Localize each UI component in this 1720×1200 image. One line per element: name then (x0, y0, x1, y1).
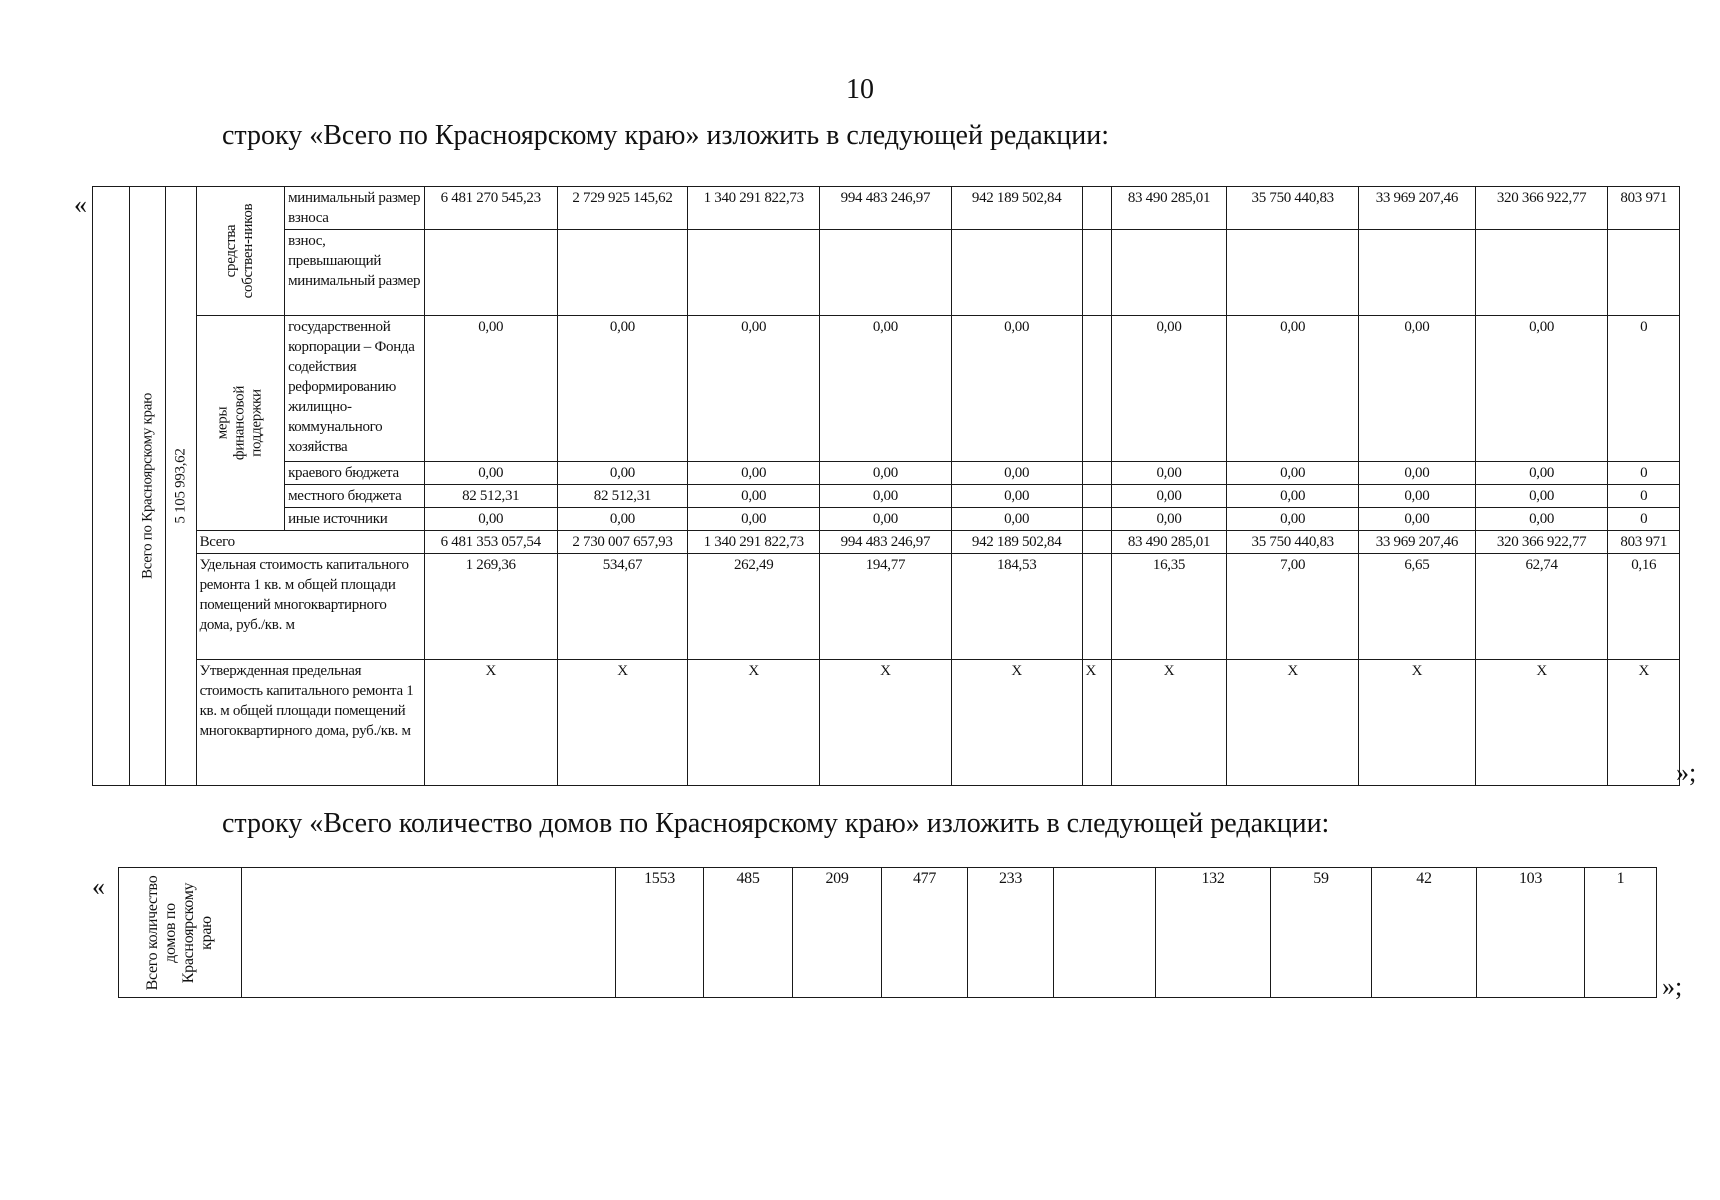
value-cell: 803 971 (1608, 187, 1680, 230)
value-cell (1359, 230, 1476, 316)
row-label: местного бюджета (285, 485, 425, 508)
value-cell: 0,00 (557, 508, 688, 531)
value-cell (1082, 187, 1111, 230)
value-cell (424, 230, 557, 316)
value-cell (1082, 462, 1111, 485)
value-cell: 0,00 (1111, 508, 1227, 531)
row-label: взнос, превышающий минимальный размер (285, 230, 425, 316)
value-cell: 0,00 (688, 508, 820, 531)
open-quote-1: « (74, 190, 87, 219)
value-cell: 62,74 (1475, 554, 1608, 660)
value-cell: X (951, 660, 1082, 786)
value-cell (1082, 316, 1111, 462)
table-row (93, 485, 1680, 508)
table-row (93, 187, 1680, 230)
value-cell: 320 366 922,77 (1475, 531, 1608, 554)
row-label: Утвержденная предельная стоимость капитального ремонта 1 кв. м общей площади помещений многоквартирного дома, руб./кв. м (196, 660, 424, 786)
table-row (93, 554, 1680, 660)
table-house-count (118, 867, 1657, 998)
value-cell: 6 481 270 545,23 (424, 187, 557, 230)
value-cell: 262,49 (688, 554, 820, 660)
table-row (93, 462, 1680, 485)
value-cell: 0,00 (1359, 508, 1476, 531)
value-cell (1082, 485, 1111, 508)
value-cell: 0,00 (951, 316, 1082, 462)
table-row (119, 868, 1657, 998)
value-cell (1082, 230, 1111, 316)
value-cell: 0,00 (820, 462, 952, 485)
value-cell: 6 481 353 057,54 (424, 531, 557, 554)
value-cell: 0,00 (820, 316, 952, 462)
row-label-cell (130, 187, 166, 786)
value-cell (1054, 868, 1156, 998)
value-cell: 7,00 (1227, 554, 1359, 660)
page-number: 10 (846, 74, 874, 105)
row-label: Удельная стоимость капитального ремонта 1 кв. м общей площади помещений многоквартирного дома, руб./кв. м (196, 554, 424, 660)
value-cell: 942 189 502,84 (951, 187, 1082, 230)
value-cell: 83 490 285,01 (1111, 187, 1227, 230)
row-value-cell (166, 187, 196, 786)
value-cell: 0,00 (688, 316, 820, 462)
value-cell: 0,00 (424, 462, 557, 485)
value-cell: 1 340 291 822,73 (688, 531, 820, 554)
close-quote-1: »; (1676, 758, 1697, 787)
value-cell: 42 (1372, 868, 1477, 998)
value-cell: 33 969 207,46 (1359, 531, 1476, 554)
value-cell: 0,00 (1111, 462, 1227, 485)
value-cell: 0,00 (1475, 485, 1608, 508)
value-cell: 0,00 (1359, 485, 1476, 508)
value-cell: 194,77 (820, 554, 952, 660)
value-cell: 0,00 (1111, 316, 1227, 462)
value-cell (820, 230, 952, 316)
value-cell: 0,00 (424, 508, 557, 531)
value-cell: 0 (1608, 508, 1680, 531)
table-row (93, 660, 1680, 786)
value-cell: 0,00 (1227, 316, 1359, 462)
value-cell: 35 750 440,83 (1227, 187, 1359, 230)
value-cell: 0,00 (951, 508, 1082, 531)
value-cell: 0,00 (951, 462, 1082, 485)
table-row (93, 316, 1680, 462)
value-cell: X (1082, 660, 1111, 786)
value-cell: 33 969 207,46 (1359, 187, 1476, 230)
value-cell: 1553 (616, 868, 704, 998)
close-quote-2: »; (1662, 972, 1683, 1001)
value-cell: 1 340 291 822,73 (688, 187, 820, 230)
value-cell: 132 (1156, 868, 1271, 998)
value-cell: 0 (1608, 316, 1680, 462)
value-cell: 35 750 440,83 (1227, 531, 1359, 554)
value-cell: 0,00 (688, 462, 820, 485)
value-cell: 1 (1585, 868, 1657, 998)
row-label: государственной корпорации – Фонда содействия реформированию жилищно-коммунального хозяйства (285, 316, 425, 462)
value-cell: 82 512,31 (424, 485, 557, 508)
table-row (93, 508, 1680, 531)
value-cell (1082, 508, 1111, 531)
value-cell: 0,00 (557, 316, 688, 462)
value-cell: 2 729 925 145,62 (557, 187, 688, 230)
value-cell: 485 (704, 868, 793, 998)
table-row (93, 230, 1680, 316)
value-cell: 0,00 (557, 462, 688, 485)
value-cell: X (1359, 660, 1476, 786)
value-cell: 320 366 922,77 (1475, 187, 1608, 230)
group-support-text: меры финансовой поддержки (214, 385, 265, 461)
value-cell (1608, 230, 1680, 316)
value-cell: 0 (1608, 462, 1680, 485)
group-support-cell (196, 316, 285, 531)
value-cell: 0 (1608, 485, 1680, 508)
group-owners-text: средства собствен-ников (223, 203, 257, 299)
value-cell (1227, 230, 1359, 316)
value-cell: 0,16 (1608, 554, 1680, 660)
value-cell (951, 230, 1082, 316)
value-cell: 994 483 246,97 (820, 531, 952, 554)
value-cell: X (557, 660, 688, 786)
value-cell (557, 230, 688, 316)
value-cell: 82 512,31 (557, 485, 688, 508)
row-label: краевого бюджета (285, 462, 425, 485)
row-label: иные источники (285, 508, 425, 531)
value-cell: 233 (968, 868, 1054, 998)
value-cell (688, 230, 820, 316)
value-cell: 103 (1477, 868, 1585, 998)
group-owners-cell (196, 187, 285, 316)
open-quote-2: « (92, 872, 105, 901)
value-cell: 0,00 (1227, 508, 1359, 531)
row-label: Всего (196, 531, 424, 554)
value-cell: X (424, 660, 557, 786)
value-cell: 0,00 (1111, 485, 1227, 508)
value-cell: 0,00 (1227, 462, 1359, 485)
value-cell: 994 483 246,97 (820, 187, 952, 230)
heading-house-count: строку «Всего количество домов по Красноярскому краю» изложить в следующей редакции: (222, 808, 1330, 839)
value-cell: 1 269,36 (424, 554, 557, 660)
value-cell: 0,00 (424, 316, 557, 462)
blank-margin-cell (93, 187, 130, 786)
row-value-text: 5 105 993,62 (172, 448, 189, 524)
value-cell: 0,00 (820, 485, 952, 508)
table-total-krai (92, 186, 1680, 786)
value-cell: 803 971 (1608, 531, 1680, 554)
value-cell: 0,00 (820, 508, 952, 531)
value-cell: 184,53 (951, 554, 1082, 660)
value-cell: 6,65 (1359, 554, 1476, 660)
empty-cell (242, 868, 616, 998)
value-cell: X (1227, 660, 1359, 786)
value-cell: 534,67 (557, 554, 688, 660)
value-cell: 0,00 (1359, 316, 1476, 462)
heading-total-krai: строку «Всего по Красноярскому краю» изложить в следующей редакции: (222, 120, 1110, 151)
value-cell: 0,00 (1475, 508, 1608, 531)
value-cell (1082, 554, 1111, 660)
value-cell: 16,35 (1111, 554, 1227, 660)
value-cell: 2 730 007 657,93 (557, 531, 688, 554)
row-label-text: Всего по Красноярскому краю (139, 393, 156, 579)
value-cell: 942 189 502,84 (951, 531, 1082, 554)
value-cell (1082, 531, 1111, 554)
row-label-cell: Всего количество домов по Красноярскому краю (119, 868, 242, 998)
value-cell: 59 (1271, 868, 1372, 998)
value-cell: 0,00 (951, 485, 1082, 508)
value-cell: X (1111, 660, 1227, 786)
value-cell: 209 (793, 868, 882, 998)
value-cell (1475, 230, 1608, 316)
value-cell: X (688, 660, 820, 786)
value-cell: X (820, 660, 952, 786)
row-label: минимальный размер взноса (285, 187, 425, 230)
value-cell: 0,00 (688, 485, 820, 508)
value-cell: X (1475, 660, 1608, 786)
value-cell: 477 (882, 868, 968, 998)
table-row (93, 531, 1680, 554)
value-cell: 83 490 285,01 (1111, 531, 1227, 554)
value-cell: 0,00 (1227, 485, 1359, 508)
value-cell: X (1608, 660, 1680, 786)
value-cell: 0,00 (1475, 316, 1608, 462)
value-cell: 0,00 (1359, 462, 1476, 485)
value-cell: 0,00 (1475, 462, 1608, 485)
value-cell (1111, 230, 1227, 316)
